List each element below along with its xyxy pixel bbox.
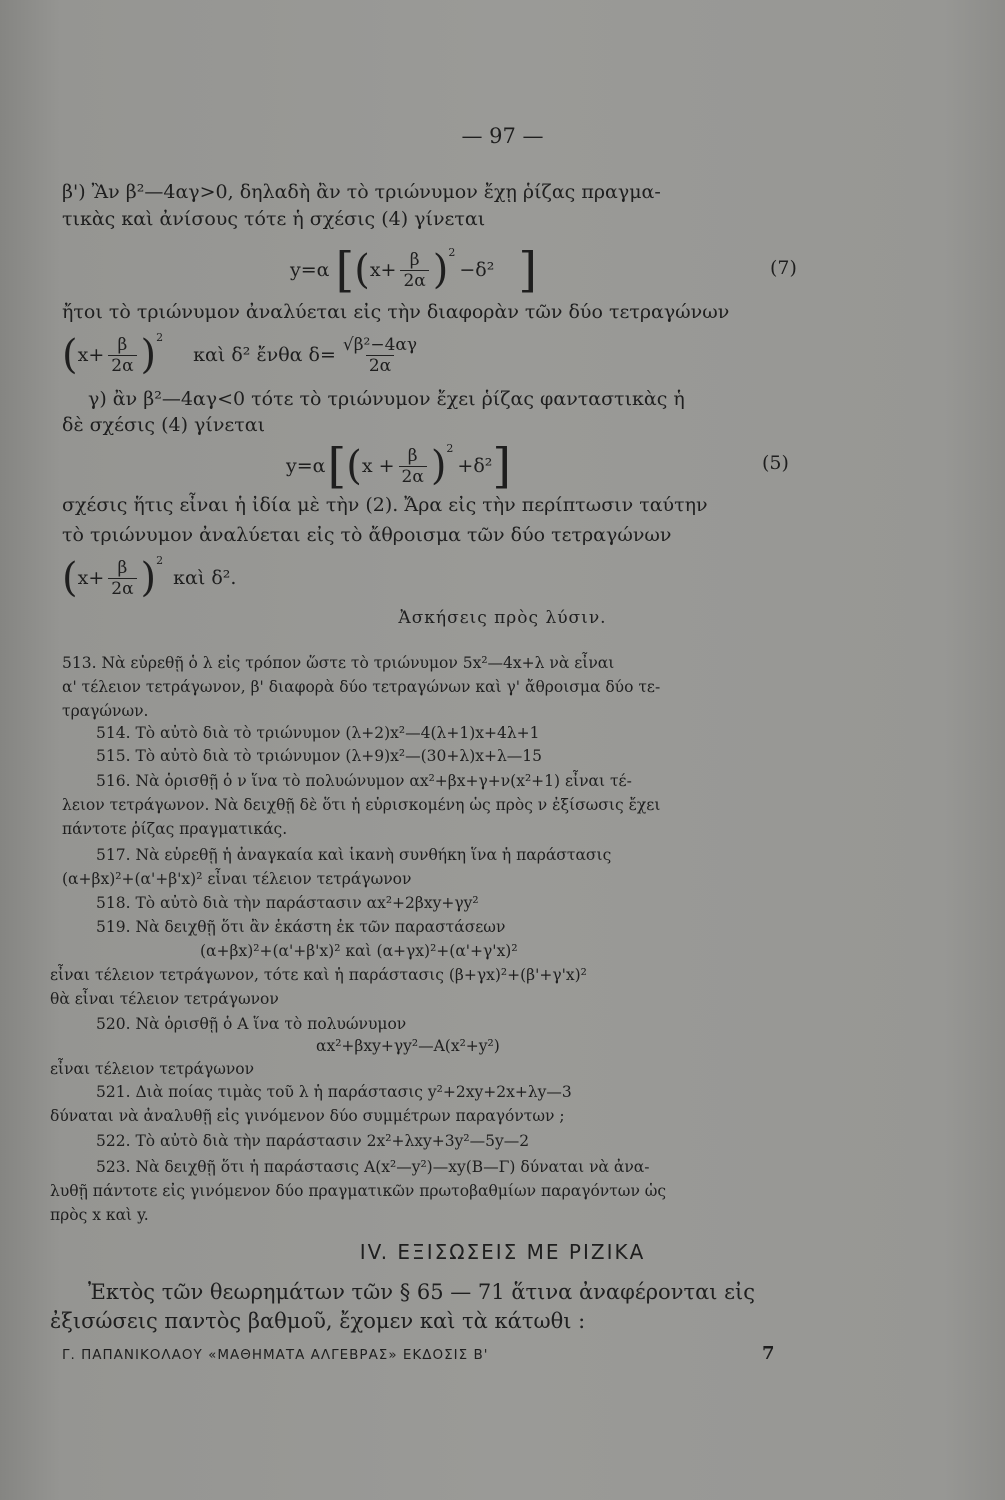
eq7-lhs: y=α bbox=[290, 259, 330, 281]
exercise-520-line-2: αx²+βxy+γy²—Α(x²+y²) bbox=[316, 1037, 500, 1055]
para-c2-sq-inner: x+ bbox=[77, 567, 105, 589]
equation-5: y=α [ ( x + $\frac{\beta}{2\alpha}$ ) $^2$ +δ² ] bbox=[286, 438, 512, 494]
exercise-516-line-1: 516. Νὰ ὁρισθῇ ὁ ν ἵνα τὸ πολυώνυμον αx²+βx+γ+ν(x²+1) εἶναι τέ- bbox=[96, 772, 632, 790]
footer-book-title: Γ. ΠΑΠΑΝΙΚΟΛΑΟΥ «ΜΑΘΗΜΑΤΑ ΑΛΓΕΒΡΑΣ» ΕΚΔΟΣΙΣ Β' bbox=[62, 1347, 489, 1363]
section-para-line-1: Ἐκτὸς τῶν θεωρημάτων τῶν § 65 — 71 ἅτινα ἀναφέρονται εἰς bbox=[88, 1280, 756, 1304]
exercises-heading: Ἀσκήσεις πρὸς λύσιν. bbox=[398, 608, 607, 628]
para-c2-sq-fraction bbox=[108, 558, 136, 599]
eq7-number: (7) bbox=[770, 257, 797, 279]
eq5-fraction bbox=[399, 446, 427, 487]
eq5-inner: x + bbox=[361, 455, 395, 477]
para-c2-line-2: τὸ τριώνυμον ἀναλύεται εἰς τὸ ἄθροισμα τῶν δύο τετραγώνων bbox=[62, 524, 672, 546]
equation-7: y=α [ ( x+ $\frac{\beta}{2\alpha}$ ) $^2$ −δ² ] bbox=[290, 242, 538, 298]
eq5-frac-den: 2α bbox=[399, 466, 427, 487]
exercise-516-line-3: πάντοτε ῥίζας πραγματικάς. bbox=[62, 820, 288, 838]
eq5-lhs: y=α bbox=[286, 455, 326, 477]
eq7-tail: −δ² bbox=[459, 259, 495, 281]
exercise-520-line-1: 520. Νὰ ὁρισθῇ ὁ Α ἵνα τὸ πολυώνυμον bbox=[96, 1015, 407, 1033]
exercise-523-line-3: πρὸς x καὶ y. bbox=[50, 1206, 149, 1224]
para-b2-sq-num: β bbox=[117, 334, 128, 355]
exercise-513-line-2: α' τέλειον τετράγωνον, β' διαφορὰ δύο τετραγώνων καὶ γ' ἄθροισμα δύο τε- bbox=[62, 678, 661, 696]
para-c2-sq-num: β bbox=[117, 557, 128, 578]
eq7-frac-num: β bbox=[409, 249, 420, 270]
exercise-520-line-3: εἶναι τέλειον τετράγωνον bbox=[50, 1060, 255, 1078]
section-para-line-2: ἐξισώσεις παντὸς βαθμοῦ, ἔχομεν καὶ τὰ κάτωθι : bbox=[50, 1309, 586, 1333]
eq5-number: (5) bbox=[762, 452, 789, 474]
exercise-519-line-3: εἶναι τέλειον τετράγωνον, τότε καὶ ἡ παράστασις (β+γx)²+(β'+γ'x)² bbox=[50, 966, 587, 984]
para-b-line-1: β') Ἂν β²—4αγ>0, δηλαδὴ ἂν τὸ τριώνυμον ἔχῃ ῥίζας πραγμα- bbox=[62, 181, 661, 203]
exercise-521-line-1: 521. Διὰ ποίας τιμὰς τοῦ λ ἡ παράστασις y²+2xy+2x+λy—3 bbox=[96, 1083, 572, 1101]
para-c2-tail: καὶ δ². bbox=[173, 567, 237, 589]
exercise-513-line-3: τραγώνων. bbox=[62, 702, 149, 720]
exercise-523-line-2: λυθῇ πάντοτε εἰς γινόμενον δύο πραγματικῶν πρωτοβαθμίων παραγόντων ὡς bbox=[50, 1182, 667, 1200]
exercise-523-line-1: 523. Νὰ δειχθῇ ὅτι ἡ παράστασις Α(x²—y²)—xy(Β—Γ) δύναται νὰ ἀνα- bbox=[96, 1158, 650, 1176]
exercise-519-line-2: (α+βx)²+(α'+β'x)² καὶ (α+γx)²+(α'+γ'x)² bbox=[200, 942, 518, 960]
para-b-line-2: τικὰς καὶ ἀνίσους τότε ἡ σχέσις (4) γίνεται bbox=[62, 208, 486, 230]
exercise-514: 514. Τὸ αὐτὸ διὰ τὸ τριώνυμον (λ+2)x²—4(λ+1)x+4λ+1 bbox=[96, 724, 540, 742]
exercise-519-line-1: 519. Νὰ δειχθῇ ὅτι ἂν ἑκάστη ἐκ τῶν παραστάσεων bbox=[96, 918, 506, 936]
eq7-fraction bbox=[400, 250, 428, 291]
para-c-line-2: δὲ σχέσις (4) γίνεται bbox=[62, 414, 266, 436]
delta-num: √β²−4αγ bbox=[342, 334, 418, 355]
footer-signature-number: 7 bbox=[762, 1343, 775, 1364]
para-b2-text-mid: καὶ δ² ἔνθα δ= bbox=[193, 344, 336, 366]
para-b2-sq-fraction bbox=[108, 335, 136, 376]
delta-fraction bbox=[340, 335, 420, 376]
eq5-frac-num: β bbox=[407, 445, 418, 466]
exercise-519-line-4: θὰ εἶναι τέλειον τετράγωνον bbox=[50, 990, 279, 1008]
exercise-518: 518. Τὸ αὐτὸ διὰ τὴν παράστασιν αx²+2βxy+γy² bbox=[96, 894, 479, 912]
para-c-line-1: γ) ἂν β²—4αγ<0 τότε τὸ τριώνυμον ἔχει ῥίζας φανταστικὰς ἡ bbox=[88, 388, 685, 410]
page-number: — 97 — bbox=[461, 124, 544, 148]
para-b2-sq-inner: x+ bbox=[77, 344, 105, 366]
section-title: IV. ΕΞΙΣΩΣΕΙΣ ΜΕ ΡΙΖΙΚΑ bbox=[359, 1240, 646, 1264]
exercise-517-line-1: 517. Νὰ εὑρεθῇ ἡ ἀναγκαία καὶ ἱκανὴ συνθήκη ἵνα ἡ παράστασις bbox=[96, 846, 612, 864]
eq5-tail: +δ² bbox=[457, 455, 493, 477]
exercise-513-line-1: 513. Νὰ εὑρεθῇ ὁ λ εἰς τρόπον ὥστε τὸ τριώνυμον 5x²—4x+λ νὰ εἶναι bbox=[62, 654, 615, 672]
para-c2-square-line: ( x+ $\frac{\beta}{2\alpha}$ ) $^2$ καὶ δ². bbox=[62, 554, 237, 601]
delta-den: 2α bbox=[366, 355, 394, 376]
para-b2-line-1: ἤτοι τὸ τριώνυμον ἀναλύεται εἰς τὴν διαφορὰν τῶν δύο τετραγώνων bbox=[62, 301, 730, 323]
eq7-inner: x+ bbox=[369, 259, 397, 281]
para-c2-line-1: σχέσις ἥτις εἶναι ἡ ἰδία μὲ τὴν (2). Ἄρα εἰς τὴν περίπτωσιν ταύτην bbox=[62, 494, 708, 516]
eq7-frac-den: 2α bbox=[400, 270, 428, 291]
exercise-521-line-2: δύναται νὰ ἀναλυθῇ εἰς γινόμενον δύο συμμέτρων παραγόντων ; bbox=[50, 1107, 565, 1125]
exercise-522: 522. Τὸ αὐτὸ διὰ τὴν παράστασιν 2x²+λxy+3y²—5y—2 bbox=[96, 1132, 530, 1150]
para-b2-sq-den: 2α bbox=[108, 355, 136, 376]
exercise-516-line-2: λειον τετράγωνον. Νὰ δειχθῇ δὲ ὅτι ἡ εὑρισκομένη ὡς πρὸς ν ἐξίσωσις ἔχει bbox=[62, 796, 661, 814]
exercise-517-line-2: (α+βx)²+(α'+β'x)² εἶναι τέλειον τετράγωνον bbox=[62, 870, 412, 888]
para-c2-sq-den: 2α bbox=[108, 578, 136, 599]
exercise-515: 515. Τὸ αὐτὸ διὰ τὸ τριώνυμον (λ+9)x²—(30+λ)x+λ—15 bbox=[96, 747, 543, 765]
para-b2-square-line: ( x+ $\frac{\beta}{2\alpha}$ ) $^2$ καὶ δ² ἔνθα δ= $\frac{\text{√β²−4αγ}}{2\alpha}$ bbox=[62, 327, 424, 383]
